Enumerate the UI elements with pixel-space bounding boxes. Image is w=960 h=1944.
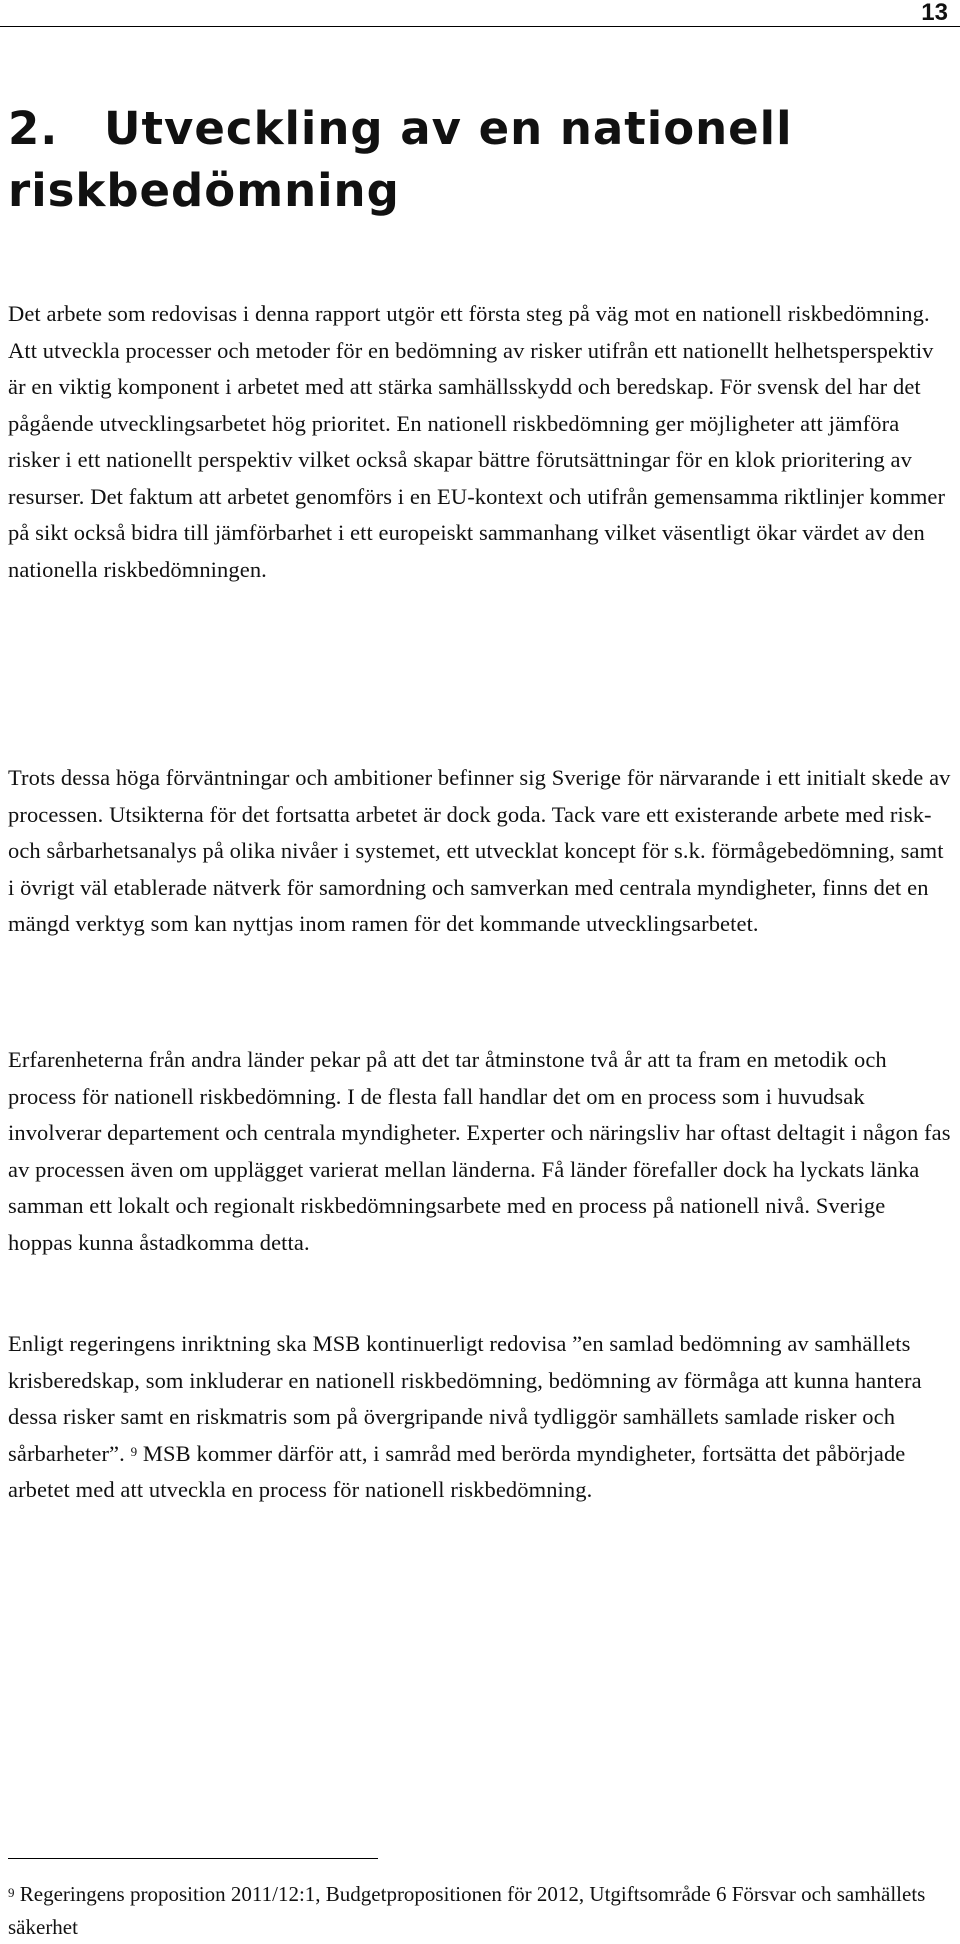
body-paragraph-3: Erfarenheterna från andra länder pekar på att det tar åtminstone två år att ta fram en metodik och process för nationell riskbedömning. I de flesta fall handlar det om en process som i huvudsak involverar departement och centrala myndigheter. Experter och näringsliv har oftast deltagit i någon fas av processen även om upplägget varierat mellan länderna. Få länder förefaller dock ha lyckats länka samman ett lokalt och regionalt riskbedömningsarbete med en process på nationell nivå. Sverige hoppas kunna åstadkomma detta. <box>8 1047 951 1255</box>
paragraph-4-text-start: Enligt regeringens inriktning ska MSB kontinuerligt redovisa ”en samlad bedömning av samhällets krisberedskap, som inkluderar en nationell riskbedömning, bedömning av förmåga att kunna hantera dessa risker samt en riskmatris som på övergripande nivå tydliggör samhällets samlade risker och sårbarheter”. <box>8 1331 922 1466</box>
body-paragraph-1: Det arbete som redovisas i denna rapport utgör ett första steg på väg mot en nationell riskbedömning. Att utveckla processer och metoder för en bedömning av risker utifrån ett nationellt helhetsperspektiv är en viktig komponent i arbetet med att stärka samhällsskydd och beredskap. För svensk del har det pågående utvecklingsarbetet hög prioritet. En nationell riskbedömning ger möjligheter att jämföra risker i ett nationellt perspektiv vilket också skapar bättre förutsättningar för en klok prioritering av resurser. Det faktum att arbetet genomförs i en EU-kontext och utifrån gemensamma riktlinjer kommer på sikt också bidra till jämförbarhet i ett europeiskt sammanhang vilket väsentligt ökar värdet av den nationella riskbedömningen. <box>8 301 946 582</box>
footnote-marker: 9 <box>8 1885 15 1900</box>
header-rule <box>0 26 960 27</box>
chapter-number: 2. <box>8 102 59 155</box>
body-paragraph-2: Trots dessa höga förväntningar och ambitioner befinner sig Sverige för närvarande i ett initialt skede av processen. Utsikterna för det fortsatta arbetet är dock goda. Tack vare ett existerande arbete med risk- och sårbarhetsanalys på olika nivåer i systemet, ett utvecklat koncept för s.k. förmågebedömning, samt i övrigt väl etablerade nätverk för samordning och samverkan med centrala myndigheter, finns det en mängd verktyg som kan nyttjas inom ramen för det kommande utvecklingsarbetet. <box>8 765 951 936</box>
chapter-title-line-1: Utveckling av en nationell <box>104 102 793 155</box>
page-number: 13 <box>921 0 948 26</box>
chapter-title-line-2: riskbedömning <box>8 164 400 217</box>
footnote-text: Regeringens proposition 2011/12:1, Budgetpropositionen för 2012, Utgiftsområde 6 Försvar och samhällets säkerhet <box>8 1882 926 1939</box>
body-paragraph-4 <box>8 1326 953 1509</box>
footnote-separator <box>8 1858 378 1859</box>
footnote <box>8 1878 953 1944</box>
footnote-reference: 9 <box>130 1443 138 1459</box>
paragraph-4-text-end: MSB kommer därför att, i samråd med berörda myndigheter, fortsätta det påbörjade arbetet med att utveckla en process för nationell riskbedömning. <box>8 1440 906 1502</box>
chapter-title <box>8 98 928 222</box>
